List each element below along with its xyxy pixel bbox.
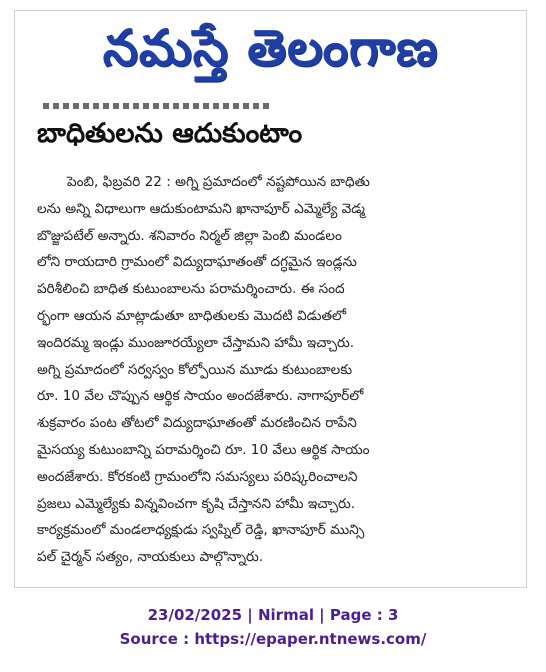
footer-date-line: 23/02/2025 | Nirmal | Page : 3 [147, 606, 399, 624]
article-line: కార్యక్రమంలో మండలాధ్యక్షుడు స్వప్నిల్ రెడ్డి, ఖానాపూర్ మున్సి [37, 522, 365, 539]
article-line: పెంబి, ఫిబ్రవరి 22 : అగ్ని ప్రమాదంలో నష్టపోయిన బాధితు [67, 174, 370, 190]
masthead-title: నమస్తే తెలంగాణ [102, 18, 439, 77]
article-line: రూ. 10 వేల చొప్పున ఆర్థిక సాయం అందజేశారు. నాగాపూర్‌లో [37, 388, 364, 405]
article-line: బొజ్జుపటేల్ అన్నారు. శనివారం నిర్మల్ జిల్లా పెంబి మండలం [37, 227, 342, 244]
article-line: లను అన్ని విధాలుగా ఆదుకుంటామని ఖానాపూర్ ఎమ్మెల్యే వెడ్మ [37, 200, 365, 217]
article-line: మైసయ్య కుటుంబాన్ని పరామర్శించి రూ. 10 వేలు ఆర్థిక సాయం [37, 441, 370, 458]
article-line: అందజేశారు. కోరకంటి గ్రామంలోని సమస్యలు పరిష్కరించాలని [37, 468, 358, 485]
article-line: ప్రజలు ఎమ్మెల్యేకు విన్నవించగా కృషి చేస్తానని హామీ ఇచ్చారు. [37, 495, 356, 512]
article-line: లోని రాయదారి గ్రామంలో విద్యుదాఘాతంతో దగ్ధమైన ఇండ్లను [37, 254, 357, 271]
footer-source-line: Source : https://epaper.ntnews.com/ [119, 630, 427, 648]
article-line: అగ్ని ప్రమాదంలో సర్వస్వం కోల్పోయిన మూడు కుటుంబాలకు [37, 361, 353, 378]
article-line: ఇందిరమ్మ ఇండ్లు ముంజూరయ్యేలా చేస్తామని హామీ ఇచ్చారు. [37, 334, 355, 351]
article-body [37, 169, 519, 571]
article-line: ర్భంగా ఆయన మాట్లాడుతూ బాధితులకు మొదటి విడుతలో [37, 307, 347, 324]
article-line: పరిశీలించి బాధిత కుటుంబాలను పరామర్శించారు. ఈ సంద [37, 281, 345, 298]
article-line: శుక్రవారం పంట తోటలో విద్యుదాఘాతంతో మరణించిన రాపేని [37, 415, 357, 432]
article-line: పల్ చైర్మన్ సత్యం, నాయకులు పాల్గొన్నారు. [37, 549, 264, 566]
article-headline: బాధితులను ఆదుకుంటాం [37, 118, 303, 149]
cropped-text-fragment [43, 103, 273, 109]
newspaper-clipping [14, 10, 527, 588]
masthead [15, 11, 526, 97]
